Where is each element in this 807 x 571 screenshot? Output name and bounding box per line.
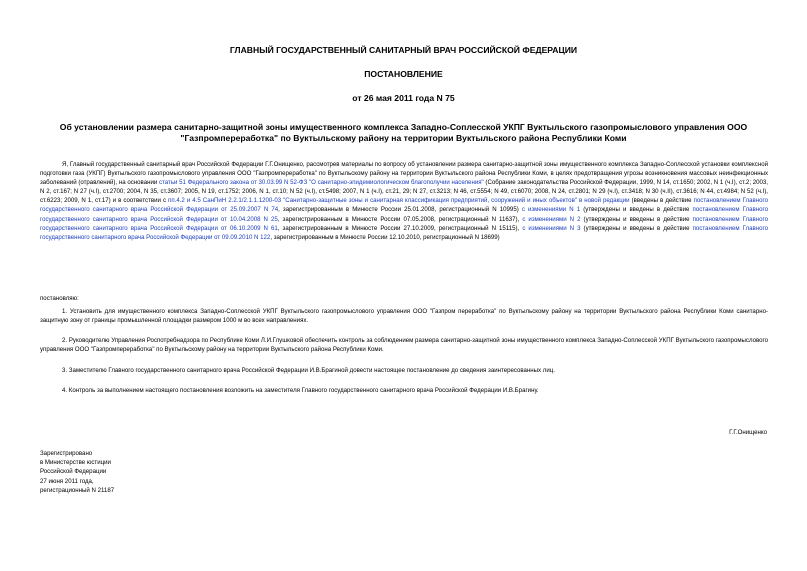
link-resolution-2010-n122[interactable]: постановлением Главного государственного санитарного врача Российской Федерации от 09.09.2010 N 122 bbox=[40, 224, 769, 241]
link-amendments-n3[interactable]: с изменениями N 3 bbox=[522, 224, 581, 232]
registration-line: регистрационный N 21187 bbox=[40, 486, 115, 494]
preamble-text: (введены в действие bbox=[629, 197, 694, 205]
document-type: ПОСТАНОВЛЕНИЕ bbox=[364, 69, 443, 79]
preamble-text: (Собрание законодательства Российской Федерации, 1999, N 14, ст.1650; 2002, N 1 (ч.I), ст.2; 2003, N 2, ст.167; N 27 (ч.I), ст.2700; 2004, N 35, ст.3607; 2005, N 19, ст.1752; 2006, N 1, ст.10; N 52 (ч.I), ст.5498; 2007, N 1 (ч.I), ст.21, 29; N 27, ст.3213; N 46, ст.5554; N 49, ст.6070; 2008, N 24, ст.2801; N 29 (ч.I), ст.3418; N 30 (ч.II), ст.3616; N 44, ст.4984; N 52 (ч.I), ст.6223; 2009, N 1, ст.17) и в соответствии с bbox=[40, 179, 769, 205]
preamble-text: Я, Главный государственный санитарный врач Российской Федерации Г.Г.Онищенко, рассмотрев материалы по вопросу об установлении размера санитарно-защитной зоны имущественного комплекса Западно-Соплесской установки комплексной подготовки газа (УКПГ) Вуктыльского газопромыслового управления ООО "Газпромпереработка" по Вуктыльскому району на территории Вуктыльского района Республики Коми, в целях предотвращения угрозы возникновения массовых неинфекционных заболеваний (отравлений), на основании bbox=[40, 161, 768, 187]
preamble-paragraph bbox=[40, 160, 768, 242]
registration-line: Зарегистрировано bbox=[40, 450, 93, 457]
preamble-text: , зарегистрированным в Минюсте России 25.01.2008, регистрационный N 10995) bbox=[278, 206, 522, 214]
registration-line: Российской Федерации bbox=[40, 468, 107, 476]
resolution-item-3: 3. Заместителю Главного государственного санитарного врача Российской Федерации И.В.Брагиной довести настоящее постановление до сведения заинтересованных лиц. bbox=[62, 367, 555, 374]
document-title: Об установлении размера санитарно-защитной зоны имущественного комплекса Западно-Соплесской УКПГ Вуктыльского газопромыслового управления ООО "Газпромпереработка" по Вуктыльскому району на территории Вуктыльского района Республики Коми bbox=[59, 122, 748, 143]
resolution-item-4: 4. Контроль за выполнением настоящего постановления возложить на заместителя Главного государственного санитарного врача Российской Федерации И.В.Брагину. bbox=[62, 387, 539, 394]
registration-note bbox=[40, 449, 114, 495]
link-resolution-2009-n61[interactable]: постановлением Главного государственного санитарного врача Российской Федерации от 06.10.2009 N 61 bbox=[40, 215, 769, 232]
issuing-authority: ГЛАВНЫЙ ГОСУДАРСТВЕННЫЙ САНИТАРНЫЙ ВРАЧ РОССИЙСКОЙ ФЕДЕРАЦИИ bbox=[229, 45, 578, 55]
signatory-name: Г.Г.Онищенко bbox=[729, 429, 767, 436]
link-amendments-n2[interactable]: с изменениями N 2 bbox=[522, 215, 581, 223]
registration-line: в Министерстве юстиции bbox=[40, 459, 111, 467]
preamble-text: (утверждены и введены в действие bbox=[580, 215, 693, 223]
link-resolution-2008-n25[interactable]: постановлением Главного государственного санитарного врача Российской Федерации от 10.04.2008 N 25 bbox=[40, 206, 769, 223]
preamble-text: (утверждены и введены в действие bbox=[580, 206, 693, 214]
link-federal-law-article-51[interactable]: статьи 51 Федерального закона от 30.03.99 N 52-ФЗ "О санитарно-эпидемиологическом благополучии населения" bbox=[159, 179, 484, 187]
link-amendments-n1[interactable]: с изменениями N 1 bbox=[521, 206, 581, 214]
link-resolution-2007-n74[interactable]: постановлением Главного государственного санитарного врача Российской Федерации от 25.09.2007 N 74 bbox=[40, 197, 768, 214]
preamble-text: , зарегистрированным в Минюсте России 07.05.2008, регистрационный N 11637), bbox=[277, 215, 523, 223]
resolve-word: постановляю: bbox=[40, 295, 79, 302]
resolution-item-2: 2. Руководителю Управления Роспотребнадзора по Республике Коми Л.И.Глушковой обеспечить контроль за соблюдением размера санитарно-защитной зоны имущественного комплекса Западно-Соплесской УКПГ Вуктыльского газопромыслового управления ООО "Газпромпереработка" по Вуктыльскому району на территории Вуктыльского района Республики Коми. bbox=[40, 337, 768, 354]
preamble-text: , зарегистрированным в Минюсте России 12.10.2010, регистрационный N 18699) bbox=[270, 233, 500, 241]
resolution-item-1: 1. Установить для имущественного комплекса Западно-Соплесской УКПГ Вуктыльского газопромыслового управления ООО "Газпром переработка" по Вуктыльскому району на территории Вуктыльского района Республики Коми санитарно-защитную зону от границы промышленной площадки размером 1000 м во всех направлениях. bbox=[40, 308, 768, 325]
preamble-text: (утверждены и введены в действие bbox=[580, 224, 693, 232]
registration-line: 27 июня 2011 года, bbox=[40, 477, 94, 485]
document-date-number: от 26 мая 2011 года N 75 bbox=[352, 93, 455, 103]
preamble-text: , зарегистрированным в Минюсте России 27.10.2009, регистрационный N 15115), bbox=[277, 224, 523, 232]
link-sanpin-clauses[interactable]: пп.4.2 и 4.5 СанПиН 2.2.1/2.1.1.1200-03 "Санитарно-защитные зоны и санитарная классификация предприятий, сооружений и иных объектов" в новой редакции bbox=[168, 197, 630, 205]
